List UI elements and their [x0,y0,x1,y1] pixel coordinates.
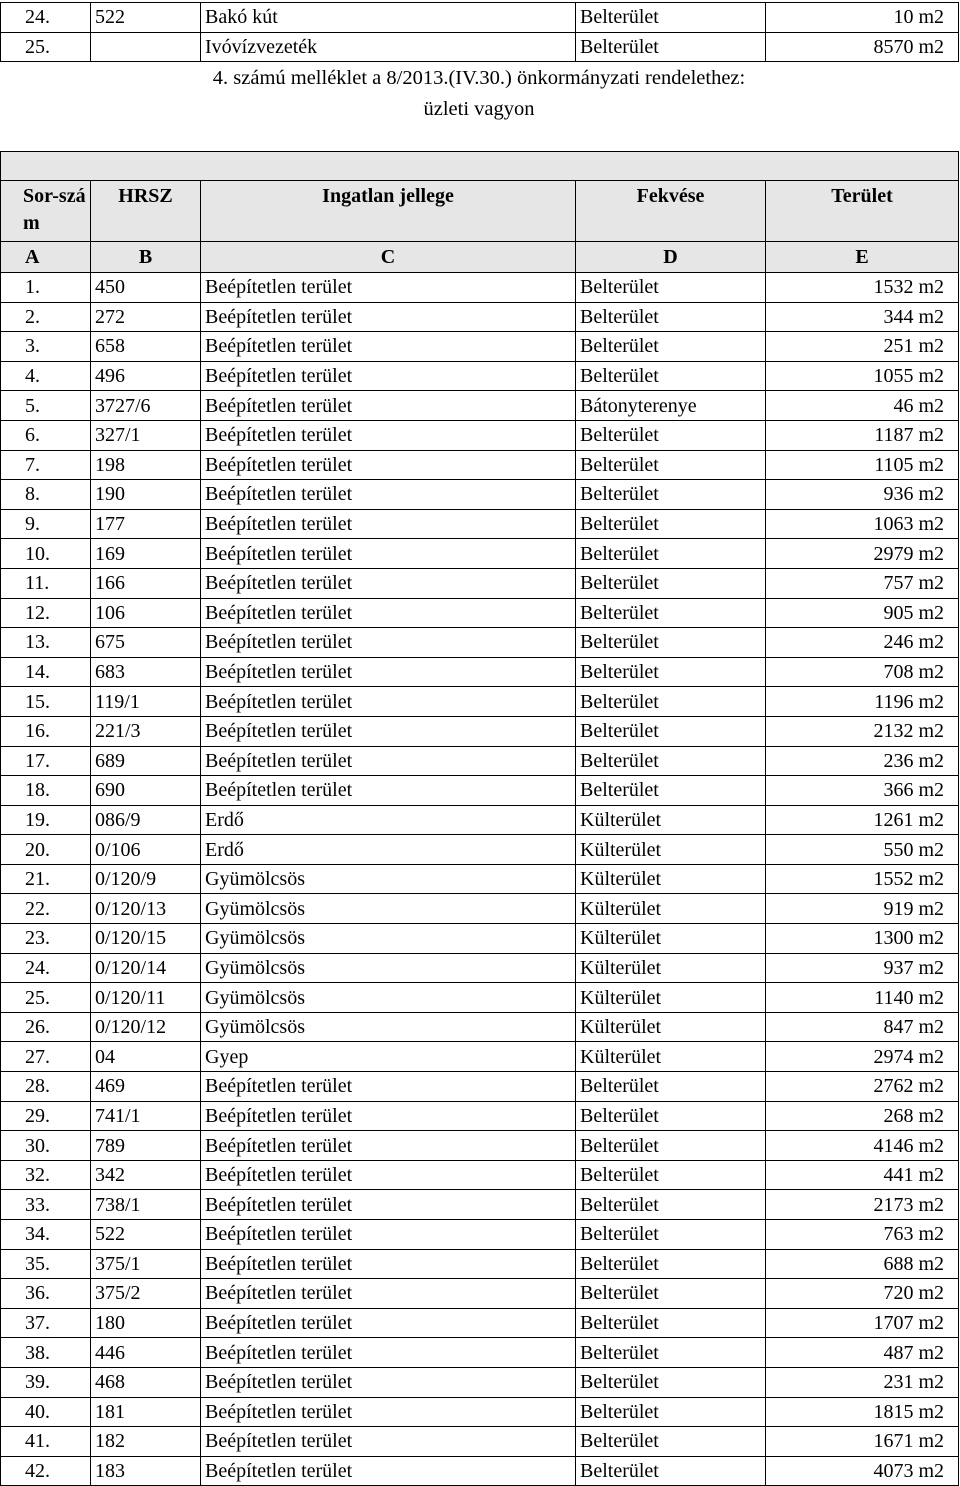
cell-terulet: 46 m2 [766,391,959,421]
cell-ingatlan-jellege: Beépítetlen terület [201,1397,576,1427]
cell-terulet: 2762 m2 [766,1072,959,1102]
cell-sorszam: 15. [1,687,91,717]
cell-hrsz: 177 [91,509,201,539]
cell-terulet: 344 m2 [766,302,959,332]
cell-terulet: 268 m2 [766,1101,959,1131]
cell-terulet: 246 m2 [766,628,959,658]
cell-terulet: 441 m2 [766,1160,959,1190]
cell-ingatlan-jellege: Beépítetlen terület [201,1338,576,1368]
cell-sorszam: 37. [1,1308,91,1338]
cell-sorszam: 2. [1,302,91,332]
cell-hrsz: 375/1 [91,1249,201,1279]
cell-hrsz: 181 [91,1397,201,1427]
table-row [1,1160,959,1190]
cell-fekvese: Belterület [576,450,766,480]
cell-sorszam: 6. [1,420,91,450]
cell-fekvese: Belterület [576,332,766,362]
cell-terulet: 1063 m2 [766,509,959,539]
cell-terulet: 1300 m2 [766,924,959,954]
table-row [1,983,959,1013]
caption-line-1: 4. számú melléklet a 8/2013.(IV.30.) önkormányzati rendelethez: [212,67,746,89]
cell-ingatlan-jellege: Beépítetlen terület [201,776,576,806]
cell-fekvese: Belterület [576,598,766,628]
cell-terulet: 936 m2 [766,480,959,510]
cell-ingatlan-jellege: Beépítetlen terület [201,509,576,539]
cell-sorszam: 23. [1,924,91,954]
cell-terulet: 1261 m2 [766,805,959,835]
cell-hrsz: 450 [91,273,201,303]
cell-ingatlan-jellege: Beépítetlen terület [201,1308,576,1338]
cell-hrsz: 522 [91,1220,201,1250]
cell-terulet: 720 m2 [766,1279,959,1309]
table-row [1,776,959,806]
cell-fekvese: Belterület [576,1308,766,1338]
table-row [1,450,959,480]
table-row [1,1072,959,1102]
cell-fekvese: Belterület [576,746,766,776]
column-header-row [1,181,959,242]
cell-fekvese: Belterület [576,1456,766,1486]
cell-sorszam: 17. [1,746,91,776]
cell-hrsz: 327/1 [91,420,201,450]
cell-sorszam: 13. [1,628,91,658]
cell-fekvese: Belterület [576,568,766,598]
cell-terulet: 2979 m2 [766,539,959,569]
header-ingatlan-jellege: Ingatlan jellege [201,181,576,242]
cell-sorszam: 42. [1,1456,91,1486]
letter-d: D [576,242,766,273]
cell-ingatlan-jellege: Beépítetlen terület [201,273,576,303]
cell-fekvese: Belterület [576,776,766,806]
cell-hrsz: 183 [91,1456,201,1486]
previous-table-continuation [0,2,959,62]
cell-fekvese: Belterület [576,361,766,391]
header-fekvese: Fekvése [576,181,766,242]
cell-hrsz: 469 [91,1072,201,1102]
cell-fekvese: Belterület [576,1338,766,1368]
cell-ingatlan-jellege: Beépítetlen terület [201,1160,576,1190]
cell-hrsz: 166 [91,568,201,598]
table-row [1,1220,959,1250]
cell-terulet: 1671 m2 [766,1427,959,1457]
cell-fekvese: Belterület [576,1190,766,1220]
table-row [1,1131,959,1161]
table-row [1,1190,959,1220]
cell-sorszam: 14. [1,657,91,687]
cell-sorszam: 8. [1,480,91,510]
cell-fekvese: Belterület [576,509,766,539]
cell-ingatlan-jellege: Beépítetlen terület [201,1131,576,1161]
cell-sorszam: 39. [1,1367,91,1397]
cell-ingatlan-jellege: Beépítetlen terület [201,657,576,687]
cell-hrsz: 658 [91,332,201,362]
cell-ingatlan-jellege: Beépítetlen terület [201,598,576,628]
cell-ingatlan-jellege: Erdő [201,835,576,865]
cell-hrsz: 0/120/9 [91,864,201,894]
cell-ingatlan-jellege: Beépítetlen terület [201,568,576,598]
cell-hrsz: 342 [91,1160,201,1190]
cell-hrsz: 675 [91,628,201,658]
cell-terulet: 708 m2 [766,657,959,687]
cell-hrsz: 086/9 [91,805,201,835]
cell-sorszam: 3. [1,332,91,362]
cell-hrsz: 741/1 [91,1101,201,1131]
cell-fekvese: Belterület [576,1249,766,1279]
cell-sorszam: 33. [1,1190,91,1220]
cell-ingatlan-jellege: Beépítetlen terület [201,1101,576,1131]
table-row [1,1367,959,1397]
cell-ingatlan-jellege: Beépítetlen terület [201,302,576,332]
table-row [1,746,959,776]
cell-terulet: 1140 m2 [766,983,959,1013]
table-row [1,480,959,510]
cell-sorszam: 12. [1,598,91,628]
cell-terulet: 231 m2 [766,1367,959,1397]
cell-terulet: 919 m2 [766,894,959,924]
cell-sorszam: 36. [1,1279,91,1309]
table-row [1,1012,959,1042]
cell-fekvese: Külterület [576,864,766,894]
cell-sorszam: 38. [1,1338,91,1368]
cell-terulet: 251 m2 [766,332,959,362]
cell-sorszam: 26. [1,1012,91,1042]
cell-terulet: 236 m2 [766,746,959,776]
cell-sorszam: 24. [1,3,91,33]
cell-terulet: 1187 m2 [766,420,959,450]
header-hrsz: HRSZ [91,181,201,242]
table-row [1,924,959,954]
cell-ingatlan-jellege: Gyümölcsös [201,894,576,924]
cell-sorszam: 35. [1,1249,91,1279]
cell-ingatlan-jellege: Ivóvízvezeték [201,32,576,62]
letter-e: E [766,242,959,273]
cell-ingatlan-jellege: Beépítetlen terület [201,746,576,776]
cell-hrsz: 119/1 [91,687,201,717]
table-row [1,273,959,303]
table-row [1,3,959,33]
cell-fekvese: Belterület [576,539,766,569]
cell-hrsz: 468 [91,1367,201,1397]
caption-line-2: üzleti vagyon [423,98,535,120]
cell-sorszam: 5. [1,391,91,421]
cell-sorszam: 28. [1,1072,91,1102]
table-row [1,894,959,924]
cell-ingatlan-jellege: Beépítetlen terület [201,420,576,450]
cell-fekvese: Belterület [576,302,766,332]
table-row [1,657,959,687]
cell-hrsz: 446 [91,1338,201,1368]
cell-hrsz: 0/120/11 [91,983,201,1013]
cell-fekvese: Belterület [576,32,766,62]
cell-hrsz: 496 [91,361,201,391]
table-row [1,568,959,598]
cell-ingatlan-jellege: Beépítetlen terület [201,450,576,480]
cell-fekvese: Belterület [576,716,766,746]
cell-terulet: 1055 m2 [766,361,959,391]
cell-hrsz: 190 [91,480,201,510]
cell-fekvese: Bátonyterenye [576,391,766,421]
table-row [1,1456,959,1486]
cell-ingatlan-jellege: Gyümölcsös [201,953,576,983]
cell-ingatlan-jellege: Beépítetlen terület [201,628,576,658]
cell-ingatlan-jellege: Beépítetlen terület [201,1220,576,1250]
cell-hrsz: 0/120/14 [91,953,201,983]
cell-ingatlan-jellege: Gyümölcsös [201,983,576,1013]
cell-fekvese: Belterület [576,628,766,658]
cell-terulet: 937 m2 [766,953,959,983]
cell-fekvese: Belterület [576,1072,766,1102]
header-sorszam: Sor-szám [1,181,91,242]
cell-sorszam: 40. [1,1397,91,1427]
table-row [1,953,959,983]
cell-sorszam: 24. [1,953,91,983]
cell-sorszam: 7. [1,450,91,480]
cell-fekvese: Külterület [576,924,766,954]
cell-terulet: 1552 m2 [766,864,959,894]
cell-hrsz: 0/120/12 [91,1012,201,1042]
column-letter-row [1,242,959,273]
cell-ingatlan-jellege: Beépítetlen terület [201,1249,576,1279]
cell-hrsz: 738/1 [91,1190,201,1220]
cell-ingatlan-jellege: Beépítetlen terület [201,391,576,421]
cell-ingatlan-jellege: Gyümölcsös [201,1012,576,1042]
cell-terulet: 1815 m2 [766,1397,959,1427]
cell-sorszam: 25. [1,983,91,1013]
table-row [1,864,959,894]
table-row [1,302,959,332]
cell-ingatlan-jellege: Beépítetlen terület [201,687,576,717]
cell-ingatlan-jellege: Beépítetlen terület [201,1367,576,1397]
cell-fekvese: Belterület [576,1397,766,1427]
table-row [1,1279,959,1309]
cell-ingatlan-jellege: Beépítetlen terület [201,539,576,569]
cell-sorszam: 18. [1,776,91,806]
cell-fekvese: Belterület [576,420,766,450]
cell-ingatlan-jellege: Beépítetlen terület [201,480,576,510]
cell-terulet: 4146 m2 [766,1131,959,1161]
cell-fekvese: Külterület [576,1042,766,1072]
cell-fekvese: Belterület [576,1367,766,1397]
cell-terulet: 905 m2 [766,598,959,628]
cell-hrsz: 683 [91,657,201,687]
blank-cell [1,152,959,181]
table-row [1,805,959,835]
cell-hrsz: 182 [91,1427,201,1457]
table-row [1,420,959,450]
cell-ingatlan-jellege: Beépítetlen terület [201,361,576,391]
cell-hrsz: 221/3 [91,716,201,746]
cell-sorszam: 41. [1,1427,91,1457]
table-row [1,1042,959,1072]
cell-terulet: 688 m2 [766,1249,959,1279]
table-row [1,716,959,746]
cell-sorszam: 22. [1,894,91,924]
cell-ingatlan-jellege: Gyümölcsös [201,864,576,894]
cell-hrsz: 0/120/13 [91,894,201,924]
cell-fekvese: Külterület [576,835,766,865]
cell-terulet: 2173 m2 [766,1190,959,1220]
cell-terulet: 366 m2 [766,776,959,806]
table-row [1,1249,959,1279]
table-row [1,835,959,865]
cell-ingatlan-jellege: Beépítetlen terület [201,716,576,746]
cell-fekvese: Belterület [576,657,766,687]
cell-ingatlan-jellege: Beépítetlen terület [201,1427,576,1457]
cell-fekvese: Külterület [576,953,766,983]
cell-ingatlan-jellege: Beépítetlen terület [201,332,576,362]
cell-sorszam: 20. [1,835,91,865]
cell-sorszam: 1. [1,273,91,303]
cell-fekvese: Külterület [576,983,766,1013]
cell-hrsz: 272 [91,302,201,332]
cell-ingatlan-jellege: Beépítetlen terület [201,1456,576,1486]
cell-hrsz: 3727/6 [91,391,201,421]
cell-ingatlan-jellege: Beépítetlen terület [201,1072,576,1102]
cell-fekvese: Külterület [576,805,766,835]
cell-sorszam: 29. [1,1101,91,1131]
table-row [1,361,959,391]
table-row [1,332,959,362]
cell-terulet: 1707 m2 [766,1308,959,1338]
cell-sorszam: 9. [1,509,91,539]
cell-fekvese: Belterület [576,1279,766,1309]
cell-terulet: 1532 m2 [766,273,959,303]
table-row [1,509,959,539]
cell-sorszam: 34. [1,1220,91,1250]
table-row [1,539,959,569]
cell-hrsz: 04 [91,1042,201,1072]
cell-fekvese: Külterület [576,1012,766,1042]
cell-fekvese: Belterület [576,1131,766,1161]
cell-fekvese: Belterület [576,687,766,717]
cell-hrsz: 0/106 [91,835,201,865]
cell-hrsz: 522 [91,3,201,33]
table-row [1,1397,959,1427]
cell-fekvese: Belterület [576,480,766,510]
cell-terulet: 1105 m2 [766,450,959,480]
cell-sorszam: 25. [1,32,91,62]
cell-sorszam: 30. [1,1131,91,1161]
cell-fekvese: Belterület [576,3,766,33]
table-row [1,1308,959,1338]
cell-fekvese: Belterület [576,1160,766,1190]
cell-terulet: 10 m2 [766,3,959,33]
table-row [1,1427,959,1457]
cell-ingatlan-jellege: Beépítetlen terület [201,1190,576,1220]
table-row [1,1338,959,1368]
cell-ingatlan-jellege: Gyümölcsös [201,924,576,954]
cell-terulet: 4073 m2 [766,1456,959,1486]
cell-hrsz: 689 [91,746,201,776]
table-row [1,1101,959,1131]
cell-sorszam: 10. [1,539,91,569]
cell-hrsz [91,32,201,62]
header-terulet: Terület [766,181,959,242]
cell-hrsz: 375/2 [91,1279,201,1309]
cell-sorszam: 19. [1,805,91,835]
cell-terulet: 550 m2 [766,835,959,865]
cell-sorszam: 4. [1,361,91,391]
cell-terulet: 1196 m2 [766,687,959,717]
cell-hrsz: 789 [91,1131,201,1161]
cell-sorszam: 21. [1,864,91,894]
cell-terulet: 763 m2 [766,1220,959,1250]
blank-header-row [1,152,959,181]
letter-a: A [1,242,91,273]
cell-fekvese: Belterület [576,1101,766,1131]
cell-ingatlan-jellege: Bakó kút [201,3,576,33]
cell-terulet: 847 m2 [766,1012,959,1042]
cell-ingatlan-jellege: Erdő [201,805,576,835]
cell-sorszam: 11. [1,568,91,598]
cell-hrsz: 180 [91,1308,201,1338]
cell-hrsz: 198 [91,450,201,480]
annex-caption [0,63,958,125]
table-row [1,391,959,421]
cell-sorszam: 16. [1,716,91,746]
letter-b: B [91,242,201,273]
property-table [0,151,959,1486]
cell-hrsz: 690 [91,776,201,806]
cell-ingatlan-jellege: Beépítetlen terület [201,1279,576,1309]
table-row [1,32,959,62]
cell-terulet: 8570 m2 [766,32,959,62]
cell-terulet: 757 m2 [766,568,959,598]
cell-hrsz: 169 [91,539,201,569]
table-row [1,628,959,658]
cell-terulet: 2132 m2 [766,716,959,746]
cell-ingatlan-jellege: Gyep [201,1042,576,1072]
table-row [1,598,959,628]
cell-terulet: 2974 m2 [766,1042,959,1072]
cell-sorszam: 27. [1,1042,91,1072]
cell-fekvese: Belterület [576,1427,766,1457]
cell-fekvese: Külterület [576,894,766,924]
cell-fekvese: Belterület [576,1220,766,1250]
cell-hrsz: 0/120/15 [91,924,201,954]
table-row [1,687,959,717]
cell-terulet: 487 m2 [766,1338,959,1368]
cell-fekvese: Belterület [576,273,766,303]
letter-c: C [201,242,576,273]
cell-sorszam: 32. [1,1160,91,1190]
cell-hrsz: 106 [91,598,201,628]
